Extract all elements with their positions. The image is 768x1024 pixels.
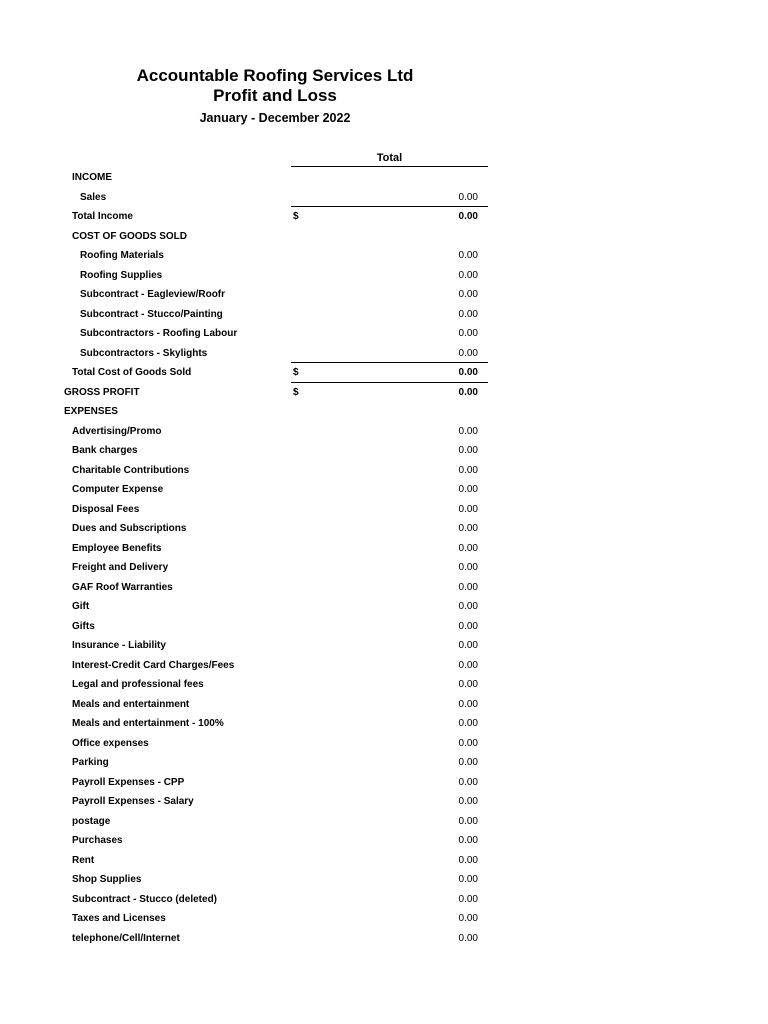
row-label: Payroll Expenses - CPP xyxy=(72,776,185,788)
table-row xyxy=(0,188,768,208)
row-amount: 0.00 xyxy=(458,269,478,281)
row-label: Rent xyxy=(72,854,95,866)
table-row xyxy=(0,929,768,949)
row-label: GROSS PROFIT xyxy=(64,386,140,398)
row-amount: 0.00 xyxy=(458,386,478,398)
table-row xyxy=(0,695,768,715)
row-amount: 0.00 xyxy=(458,464,478,476)
company-name: Accountable Roofing Services Ltd xyxy=(136,66,414,85)
row-label: COST OF GOODS SOLD xyxy=(72,230,188,242)
report-title: Profit and Loss xyxy=(213,86,337,105)
row-label: INCOME xyxy=(72,172,112,183)
row-label: Computer Expense xyxy=(72,484,164,495)
row-amount: 0.00 xyxy=(458,620,478,632)
row-label: Shop Supplies xyxy=(72,874,142,885)
currency-symbol: $ xyxy=(293,211,299,222)
table-row xyxy=(0,597,768,617)
row-amount: 0.00 xyxy=(458,542,478,554)
row-label: Legal and professional fees xyxy=(72,679,204,690)
row-amount: 0.00 xyxy=(458,289,478,300)
table-row xyxy=(0,773,768,793)
row-label: Advertising/Promo xyxy=(72,425,162,437)
row-amount: 0.00 xyxy=(458,737,478,749)
table-row xyxy=(0,266,768,286)
row-amount: 0.00 xyxy=(458,932,478,944)
table-row xyxy=(0,519,768,539)
table-row xyxy=(0,714,768,734)
row-amount: 0.00 xyxy=(458,815,478,827)
table-row xyxy=(0,617,768,637)
row-amount: 0.00 xyxy=(458,250,478,261)
table-row xyxy=(0,383,768,403)
row-label: Subcontractors - Skylights xyxy=(80,347,208,359)
table-row xyxy=(0,246,768,266)
table-row xyxy=(0,675,768,695)
row-label: Office expenses xyxy=(72,737,149,749)
row-label: GAF Roof Warranties xyxy=(72,581,173,593)
row-label: Sales xyxy=(80,191,107,203)
row-amount: 0.00 xyxy=(458,757,478,768)
row-label: Taxes and Licenses xyxy=(72,913,166,924)
row-label: Subcontractors - Roofing Labour xyxy=(80,328,238,339)
row-label: Employee Benefits xyxy=(72,542,162,554)
row-label: postage xyxy=(72,815,111,827)
table-row xyxy=(0,636,768,656)
table-row xyxy=(0,305,768,325)
row-amount: 0.00 xyxy=(458,874,478,885)
table-row xyxy=(0,831,768,851)
row-label: Charitable Contributions xyxy=(72,464,190,476)
row-label: Subcontract - Stucco/Painting xyxy=(80,308,223,320)
row-amount: 0.00 xyxy=(458,679,478,690)
table-row xyxy=(0,363,768,383)
row-amount: 0.00 xyxy=(458,659,478,671)
table-row xyxy=(0,344,768,364)
row-label: Bank charges xyxy=(72,445,138,456)
table-row xyxy=(0,851,768,871)
table-row xyxy=(0,422,768,442)
row-amount: 0.00 xyxy=(458,562,478,573)
table-row xyxy=(0,168,768,188)
row-amount: 0.00 xyxy=(458,308,478,320)
row-amount: 0.00 xyxy=(458,503,478,515)
currency-symbol: $ xyxy=(293,386,299,398)
row-label: Disposal Fees xyxy=(72,503,140,515)
row-amount: 0.00 xyxy=(458,581,478,593)
table-row xyxy=(0,539,768,559)
row-amount: 0.00 xyxy=(458,347,478,359)
row-label: Parking xyxy=(72,757,109,768)
table-row xyxy=(0,461,768,481)
row-label: EXPENSES xyxy=(64,406,118,417)
row-amount: 0.00 xyxy=(458,776,478,788)
row-amount: 0.00 xyxy=(458,835,478,846)
row-amount: 0.00 xyxy=(458,698,478,710)
row-label: Roofing Supplies xyxy=(80,269,163,281)
row-amount: 0.00 xyxy=(458,913,478,924)
row-label: Gift xyxy=(72,601,90,612)
row-amount: 0.00 xyxy=(458,367,478,378)
row-amount: 0.00 xyxy=(458,523,478,534)
column-header-total: Total xyxy=(291,150,488,167)
table-row xyxy=(0,207,768,227)
table-row xyxy=(0,227,768,247)
table-row xyxy=(0,285,768,305)
row-amount: 0.00 xyxy=(458,796,478,807)
table-row xyxy=(0,792,768,812)
table-row xyxy=(0,812,768,832)
row-amount: 0.00 xyxy=(458,854,478,866)
row-amount: 0.00 xyxy=(458,191,478,203)
row-amount: 0.00 xyxy=(458,893,478,905)
table-row xyxy=(0,890,768,910)
row-label: Total Cost of Goods Sold xyxy=(72,367,192,378)
row-label: Purchases xyxy=(72,835,123,846)
report-period: January - December 2022 xyxy=(199,111,351,125)
row-amount: 0.00 xyxy=(458,211,478,222)
row-label: Meals and entertainment xyxy=(72,698,190,710)
table-row xyxy=(0,734,768,754)
row-label: Subcontract - Eagleview/Roofr xyxy=(80,289,226,300)
row-amount: 0.00 xyxy=(458,425,478,437)
row-label: Insurance - Liability xyxy=(72,640,166,651)
table-row xyxy=(0,441,768,461)
row-amount: 0.00 xyxy=(458,328,478,339)
row-label: Dues and Subscriptions xyxy=(72,523,187,534)
row-label: Interest-Credit Card Charges/Fees xyxy=(72,659,235,671)
table-row xyxy=(0,753,768,773)
table-row xyxy=(0,558,768,578)
row-label: Freight and Delivery xyxy=(72,562,169,573)
table-row xyxy=(0,870,768,890)
row-label: Payroll Expenses - Salary xyxy=(72,796,194,807)
table-row xyxy=(0,324,768,344)
row-label: Total Income xyxy=(72,211,133,222)
row-label: telephone/Cell/Internet xyxy=(72,932,180,944)
row-amount: 0.00 xyxy=(458,601,478,612)
table-row xyxy=(0,578,768,598)
row-amount: 0.00 xyxy=(458,718,478,729)
table-row xyxy=(0,909,768,929)
row-amount: 0.00 xyxy=(458,445,478,456)
table-row xyxy=(0,656,768,676)
row-amount: 0.00 xyxy=(458,484,478,495)
table-row xyxy=(0,480,768,500)
table-row xyxy=(0,500,768,520)
row-label: Gifts xyxy=(72,620,95,632)
row-label: Roofing Materials xyxy=(80,250,164,261)
row-label: Subcontract - Stucco (deleted) xyxy=(72,893,218,905)
currency-symbol: $ xyxy=(293,367,299,378)
row-amount: 0.00 xyxy=(458,640,478,651)
row-label: Meals and entertainment - 100% xyxy=(72,718,224,729)
table-row xyxy=(0,402,768,422)
